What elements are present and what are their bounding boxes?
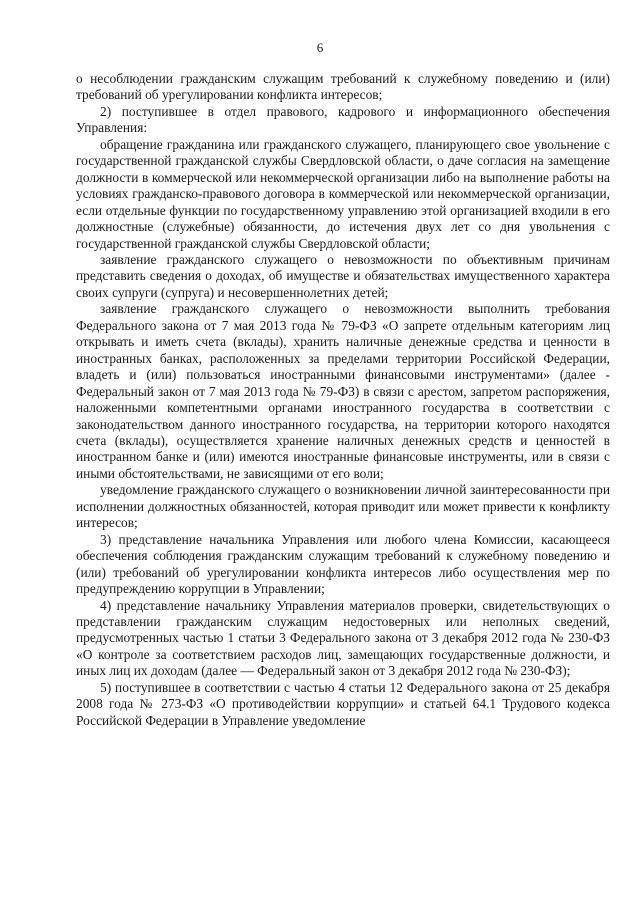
- paragraph-statement-foreign-accounts: заявление гражданского служащего о невозможности выполнить требования Федерального закона от 7 мая 2013 года № 79-ФЗ «О запрете отдельным категориям лиц открывать и иметь счета (вклады), хранить наличные денежные средства и ценности в иностранных банках, расположенных за пределами территории Российской Федерации, владеть и (или) пользоваться иностранными финансовыми инструментами» (далее - Федеральный закон от 7 мая 2013 года № 79-ФЗ) в связи с арестом, запретом распоряжения, наложенными компетентными органами иностранного государства в соответствии с законодательством данного иностранного государства, на территории которого находятся счета (вклады), осуществляется хранение наличных денежных средств и ценностей в иностранном банке и (или) имеются иностранные финансовые инструменты, или в связи с иными обстоятельствами, не зависящими от его воли;: [76, 301, 610, 481]
- paragraph-item-5: 5) поступившее в соответствии с частью 4 статьи 12 Федерального закона от 25 декабря 2008 года № 273-ФЗ «О противодействии коррупции» и статьей 64.1 Трудового кодекса Российской Федерации в Управление уведомление: [76, 679, 610, 728]
- paragraph-appeal: обращение гражданина или гражданского служащего, планирующего свое увольнение с государственной гражданской службы Свердловской области, о даче согласия на замещение должности в коммерческой или некоммерческой организации либо на выполнение работы на условиях гражданско-правового договора в коммерческой или некоммерческой организации, если отдельные функции по государственному управлению этой организацией входили в его должностные (служебные) обязанности, до истечения двух лет со дня увольнения с государственной гражданской службы Свердловской области;: [76, 136, 610, 251]
- paragraph-item-3: 3) представление начальника Управления или любого члена Комиссии, касающееся обеспечения соблюдения гражданским служащим требований к служебному поведению и (или) требований об урегулировании конфликта интересов либо осуществления мер по предупреждению коррупции в Управлении;: [76, 531, 610, 597]
- paragraph-item-2: 2) поступившее в отдел правового, кадрового и информационного обеспечения Управления:: [76, 103, 610, 136]
- paragraph-statement-income: заявление гражданского служащего о невозможности по объективным причинам представить сведения о доходах, об имуществе и обязательствах имущественного характера своих супруги (супруга) и несовершеннолетних детей;: [76, 251, 610, 300]
- paragraph-item-4: 4) представление начальнику Управления материалов проверки, свидетельствующих о представлении гражданским служащим недостоверных или неполных сведений, предусмотренных частью 1 статьи 3 Федерального закона от 3 декабря 2012 года № 230-ФЗ «О контроле за соответствием расходов лиц, замещающих государственные должности, и иных лиц их доходам (далее — Федеральный закон от 3 декабря 2012 года № 230-ФЗ);: [76, 597, 610, 679]
- paragraph-continuation: о несоблюдении гражданским служащим требований к служебному поведению и (или) требований об урегулировании конфликта интересов;: [76, 71, 610, 103]
- paragraph-notification-conflict: уведомление гражданского служащего о возникновении личной заинтересованности при исполнении должностных обязанностей, которая приводит или может привести к конфликту интересов;: [76, 482, 610, 531]
- document-body: [76, 71, 610, 729]
- page-number: 6: [316, 40, 324, 55]
